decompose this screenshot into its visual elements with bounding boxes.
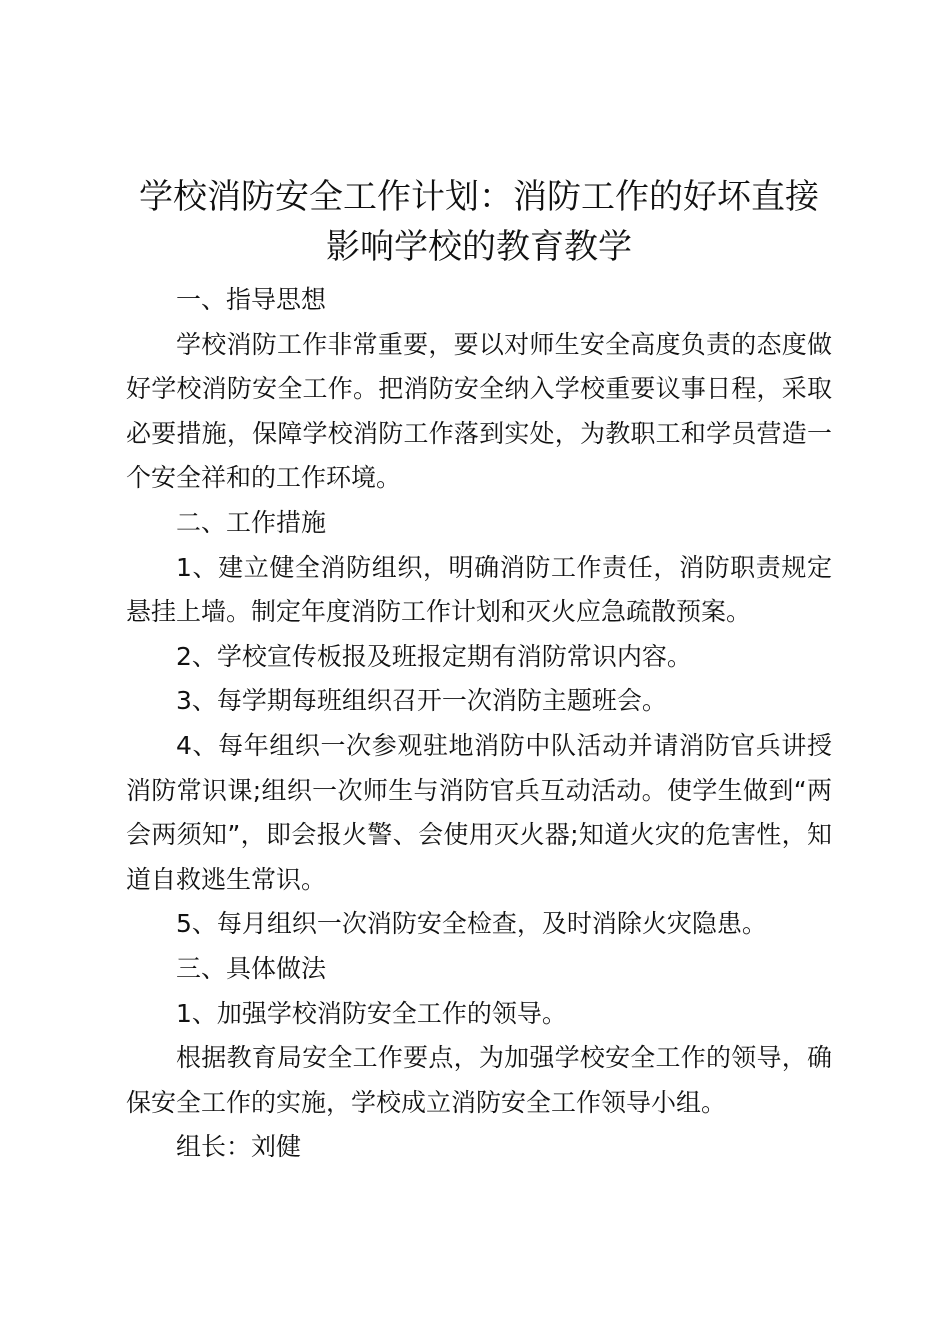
paragraph-measure-2: 2、学校宣传板报及班报定期有消防常识内容。: [176, 641, 692, 671]
title-line-1: 学校消防安全工作计划：消防工作的好坏直接: [139, 177, 819, 217]
paragraph-measure-1: 1、建立健全消防组织，明确消防工作责任，消防职责规定悬挂上墙。制定年度消防工作计划和灭火应急疏散预案。: [126, 552, 832, 627]
document-body: [126, 172, 832, 1170]
paragraph-measure-5: 5、每月组织一次消防安全检查，及时消除火灾隐患。: [176, 909, 767, 939]
section-heading-work-measures: 二、工作措施: [176, 507, 327, 537]
document-title: [126, 172, 832, 272]
paragraph-measure-4: 4、每年组织一次参观驻地消防中队活动并请消防官兵讲授消防常识课;组织一次师生与消防官兵互动活动。使学生做到“两会两须知”，即会报火警、会使用灭火器;知道火灾的危害性，知道自救逃生常识。: [126, 730, 832, 894]
paragraph-measure-3: 3、每学期每班组织召开一次消防主题班会。: [176, 686, 667, 716]
section-heading-guiding-ideology: 一、指导思想: [176, 285, 327, 314]
section-heading-specific-practices: 三、具体做法: [176, 953, 327, 983]
paragraph-practice-1: 1、加强学校消防安全工作的领导。: [176, 998, 567, 1028]
paragraph-leadership-group: 根据教育局安全工作要点，为加强学校安全工作的领导，确保安全工作的实施，学校成立消防安全工作领导小组。: [126, 1043, 832, 1117]
title-line-2: 影响学校的教育教学: [326, 227, 632, 267]
paragraph-guiding-ideology: 学校消防工作非常重要，要以对师生安全高度负责的态度做好学校消防安全工作。把消防安全纳入学校重要议事日程，采取必要措施，保障学校消防工作落到实处，为教职工和学员营造一个安全祥和的工作环境。: [126, 329, 832, 493]
paragraph-group-leader: 组长：刘健: [176, 1132, 302, 1162]
